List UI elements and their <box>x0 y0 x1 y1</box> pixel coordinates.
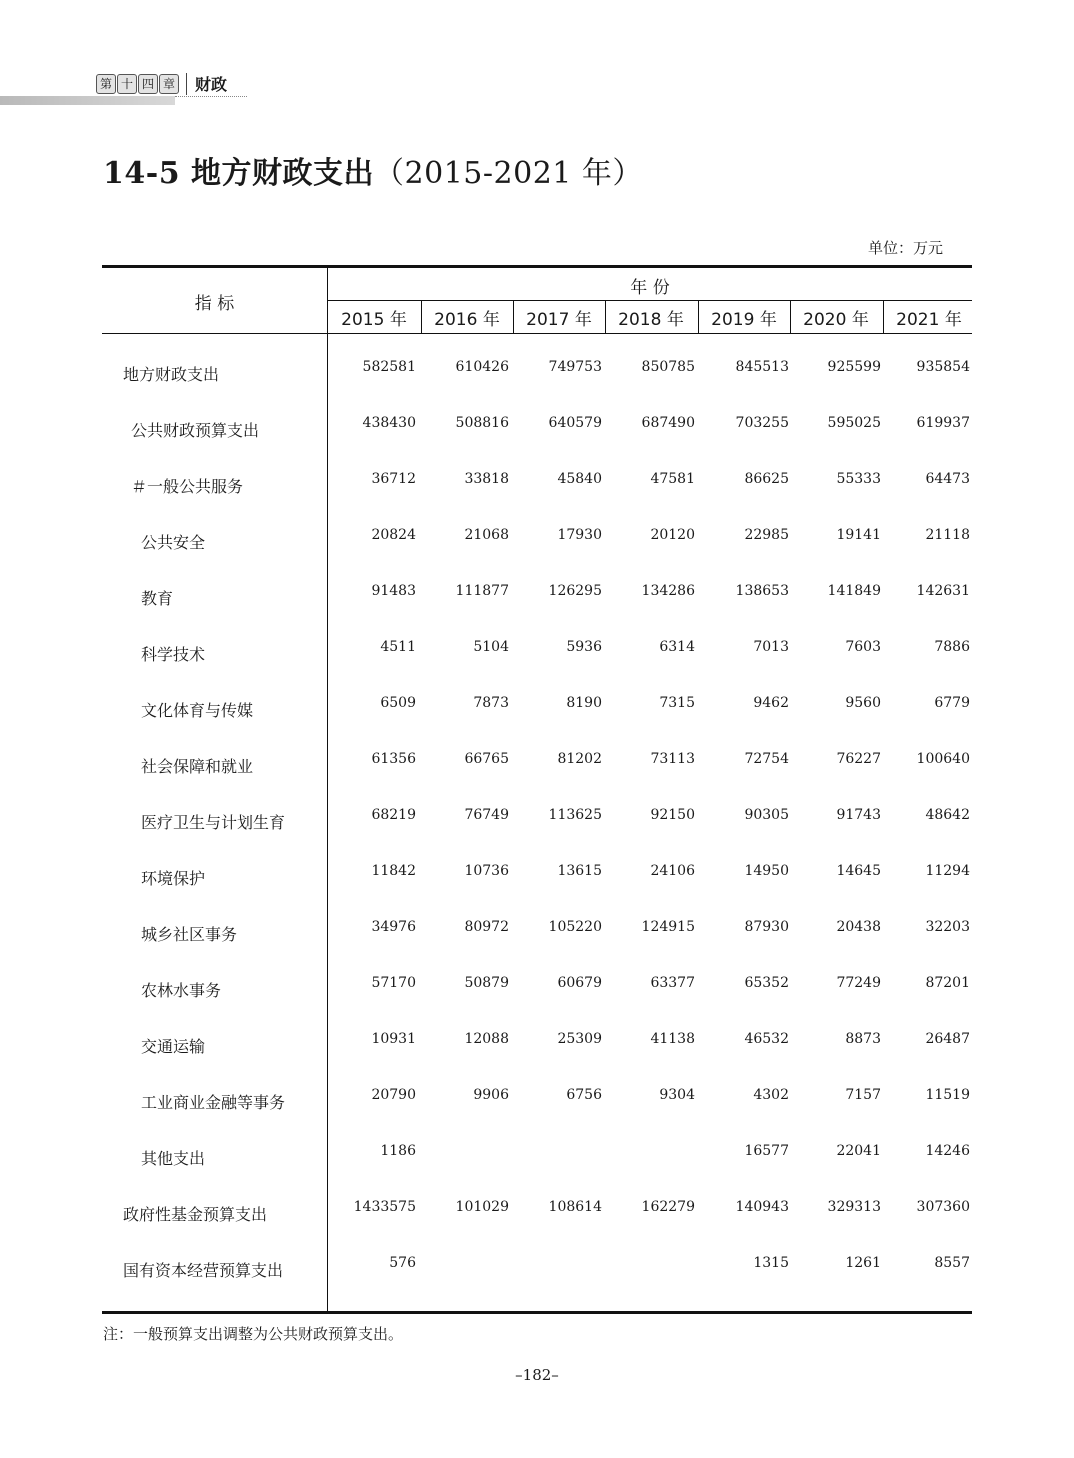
cell-value: 9906 <box>473 1087 509 1103</box>
cell-value: 10931 <box>371 1031 416 1047</box>
chapter-separator <box>186 73 187 95</box>
cell-value: 9462 <box>753 695 789 711</box>
cell-value: 307360 <box>916 1199 970 1215</box>
cell-value: 113625 <box>548 807 602 823</box>
table-row <box>0 1199 1074 1223</box>
chapter-header <box>96 72 227 95</box>
cell-value: 64473 <box>925 471 970 487</box>
year-header: 2015 年 <box>341 310 407 330</box>
table-row <box>0 1031 1074 1055</box>
year-header: 2020 年 <box>803 310 869 330</box>
cell-value: 4302 <box>753 1087 789 1103</box>
year-header: 2017 年 <box>526 310 592 330</box>
unit-label: 单位：万元 <box>867 239 943 257</box>
table-row <box>0 1087 1074 1111</box>
cell-value: 141849 <box>827 583 881 599</box>
year-header: 2018 年 <box>618 310 684 330</box>
cell-value: 17930 <box>557 527 602 543</box>
cell-value: 8190 <box>566 695 602 711</box>
cell-value: 91743 <box>836 807 881 823</box>
chapter-name: 财政 <box>195 75 228 94</box>
cell-value: 100640 <box>916 751 970 767</box>
table-top-rule <box>102 265 972 268</box>
row-label: 文化体育与传媒 <box>141 701 254 720</box>
cell-value: 1261 <box>845 1255 881 1271</box>
cell-value: 73113 <box>650 751 695 767</box>
cell-value: 140943 <box>735 1199 789 1215</box>
table-row <box>0 919 1074 943</box>
cell-value: 7603 <box>845 639 881 655</box>
cell-value: 7873 <box>473 695 509 711</box>
year-group-header: 年 份 <box>630 278 670 298</box>
chapter-header-bar <box>0 96 175 105</box>
cell-value: 105220 <box>548 919 602 935</box>
cell-value: 16577 <box>744 1143 789 1159</box>
chapter-label-char: 章 <box>159 74 179 94</box>
cell-value: 108614 <box>548 1199 602 1215</box>
row-label: 农林水事务 <box>141 981 222 1000</box>
cell-value: 687490 <box>641 415 695 431</box>
table-row <box>0 1255 1074 1279</box>
cell-value: 32203 <box>925 919 970 935</box>
cell-value: 138653 <box>735 583 789 599</box>
cell-value: 91483 <box>371 583 416 599</box>
year-header: 2021 年 <box>896 310 962 330</box>
table-row <box>0 695 1074 719</box>
cell-value: 86625 <box>744 471 789 487</box>
cell-value: 6779 <box>934 695 970 711</box>
table-row <box>0 751 1074 775</box>
table-row <box>0 415 1074 439</box>
chapter-label-char: 十 <box>117 74 137 94</box>
table-year-range: （2015-2021 年） <box>374 156 643 191</box>
cell-value: 20120 <box>650 527 695 543</box>
row-label: 交通运输 <box>141 1037 206 1056</box>
row-label: 其他支出 <box>141 1149 206 1168</box>
cell-value: 640579 <box>548 415 602 431</box>
cell-value: 619937 <box>916 415 970 431</box>
cell-value: 6756 <box>566 1087 602 1103</box>
cell-value: 55333 <box>836 471 881 487</box>
cell-value: 20438 <box>836 919 881 935</box>
cell-value: 50879 <box>464 975 509 991</box>
year-group-rule <box>328 300 972 301</box>
cell-value: 14950 <box>744 863 789 879</box>
cell-value: 60679 <box>557 975 602 991</box>
cell-value: 80972 <box>464 919 509 935</box>
chapter-label-char: 第 <box>96 74 116 94</box>
cell-value: 48642 <box>925 807 970 823</box>
row-label: ＃一般公共服务 <box>131 477 244 496</box>
cell-value: 76749 <box>464 807 509 823</box>
cell-value: 87930 <box>744 919 789 935</box>
row-label: 地方财政支出 <box>123 365 220 384</box>
cell-value: 14246 <box>925 1143 970 1159</box>
cell-value: 7886 <box>934 639 970 655</box>
cell-value: 11519 <box>925 1087 970 1103</box>
cell-value: 76227 <box>836 751 881 767</box>
table-number: 14-5 <box>103 156 181 191</box>
page-title <box>103 148 643 192</box>
cell-value: 41138 <box>650 1031 695 1047</box>
cell-value: 10736 <box>464 863 509 879</box>
cell-value: 14645 <box>836 863 881 879</box>
cell-value: 19141 <box>836 527 881 543</box>
cell-value: 47581 <box>650 471 695 487</box>
table-row <box>0 583 1074 607</box>
cell-value: 4511 <box>380 639 416 655</box>
cell-value: 68219 <box>371 807 416 823</box>
cell-value: 61356 <box>371 751 416 767</box>
table-header-rule <box>102 333 972 334</box>
table-note: 注：一般预算支出调整为公共财政预算支出。 <box>103 1325 404 1343</box>
cell-value: 77249 <box>836 975 881 991</box>
cell-value: 65352 <box>744 975 789 991</box>
cell-value: 576 <box>389 1255 416 1271</box>
cell-value: 34976 <box>371 919 416 935</box>
cell-value: 124915 <box>641 919 695 935</box>
cell-value: 126295 <box>548 583 602 599</box>
cell-value: 134286 <box>641 583 695 599</box>
cell-value: 21068 <box>464 527 509 543</box>
cell-value: 101029 <box>455 1199 509 1215</box>
cell-value: 9304 <box>659 1087 695 1103</box>
row-label: 环境保护 <box>141 869 206 888</box>
cell-value: 438430 <box>362 415 416 431</box>
cell-value: 162279 <box>641 1199 695 1215</box>
cell-value: 7315 <box>659 695 695 711</box>
indicator-column-header: 指 标 <box>194 294 235 314</box>
table-row <box>0 471 1074 495</box>
cell-value: 26487 <box>925 1031 970 1047</box>
cell-value: 57170 <box>371 975 416 991</box>
cell-value: 8873 <box>845 1031 881 1047</box>
cell-value: 935854 <box>916 359 970 375</box>
row-label: 政府性基金预算支出 <box>123 1205 268 1224</box>
cell-value: 33818 <box>464 471 509 487</box>
cell-value: 81202 <box>557 751 602 767</box>
cell-value: 92150 <box>650 807 695 823</box>
row-label: 社会保障和就业 <box>141 757 254 776</box>
table-row <box>0 1143 1074 1167</box>
chapter-label <box>96 74 180 94</box>
table-bottom-rule <box>102 1311 972 1314</box>
table-row <box>0 807 1074 831</box>
cell-value: 66765 <box>464 751 509 767</box>
row-label: 公共安全 <box>141 533 206 552</box>
year-header: 2019 年 <box>711 310 777 330</box>
cell-value: 63377 <box>650 975 695 991</box>
table-row <box>0 863 1074 887</box>
cell-value: 46532 <box>744 1031 789 1047</box>
row-label: 工业商业金融等事务 <box>141 1093 286 1112</box>
cell-value: 1433575 <box>353 1199 416 1215</box>
row-label: 科学技术 <box>141 645 206 664</box>
cell-value: 45840 <box>557 471 602 487</box>
cell-value: 111877 <box>455 583 509 599</box>
cell-value: 329313 <box>827 1199 881 1215</box>
row-label: 国有资本经营预算支出 <box>123 1261 284 1280</box>
table-title: 地方财政支出 <box>191 156 375 191</box>
cell-value: 8557 <box>934 1255 970 1271</box>
table-row <box>0 359 1074 383</box>
cell-value: 7157 <box>845 1087 881 1103</box>
cell-value: 749753 <box>548 359 602 375</box>
row-label: 医疗卫生与计划生育 <box>141 813 286 832</box>
cell-value: 87201 <box>925 975 970 991</box>
cell-value: 36712 <box>371 471 416 487</box>
cell-value: 24106 <box>650 863 695 879</box>
cell-value: 25309 <box>557 1031 602 1047</box>
chapter-label-char: 四 <box>138 74 158 94</box>
chapter-header-rule <box>175 96 247 97</box>
table-row <box>0 639 1074 663</box>
cell-value: 11294 <box>925 863 970 879</box>
cell-value: 11842 <box>371 863 416 879</box>
cell-value: 1186 <box>380 1143 416 1159</box>
cell-value: 582581 <box>362 359 416 375</box>
cell-value: 72754 <box>744 751 789 767</box>
cell-value: 925599 <box>827 359 881 375</box>
cell-value: 6509 <box>380 695 416 711</box>
cell-value: 845513 <box>735 359 789 375</box>
cell-value: 22041 <box>836 1143 881 1159</box>
cell-value: 1315 <box>753 1255 789 1271</box>
cell-value: 90305 <box>744 807 789 823</box>
page-number: –182– <box>515 1366 559 1384</box>
cell-value: 13615 <box>557 863 602 879</box>
cell-value: 6314 <box>659 639 695 655</box>
cell-value: 610426 <box>455 359 509 375</box>
cell-value: 7013 <box>753 639 789 655</box>
cell-value: 21118 <box>925 527 970 543</box>
row-label: 教育 <box>141 589 174 608</box>
table-row <box>0 527 1074 551</box>
cell-value: 850785 <box>641 359 695 375</box>
cell-value: 5936 <box>566 639 602 655</box>
row-label: 公共财政预算支出 <box>131 421 260 440</box>
cell-value: 20790 <box>371 1087 416 1103</box>
cell-value: 5104 <box>473 639 509 655</box>
cell-value: 20824 <box>371 527 416 543</box>
cell-value: 22985 <box>744 527 789 543</box>
cell-value: 9560 <box>845 695 881 711</box>
cell-value: 595025 <box>827 415 881 431</box>
cell-value: 508816 <box>455 415 509 431</box>
row-label: 城乡社区事务 <box>141 925 238 944</box>
cell-value: 142631 <box>916 583 970 599</box>
table-row <box>0 975 1074 999</box>
cell-value: 12088 <box>464 1031 509 1047</box>
year-header: 2016 年 <box>434 310 500 330</box>
cell-value: 703255 <box>735 415 789 431</box>
